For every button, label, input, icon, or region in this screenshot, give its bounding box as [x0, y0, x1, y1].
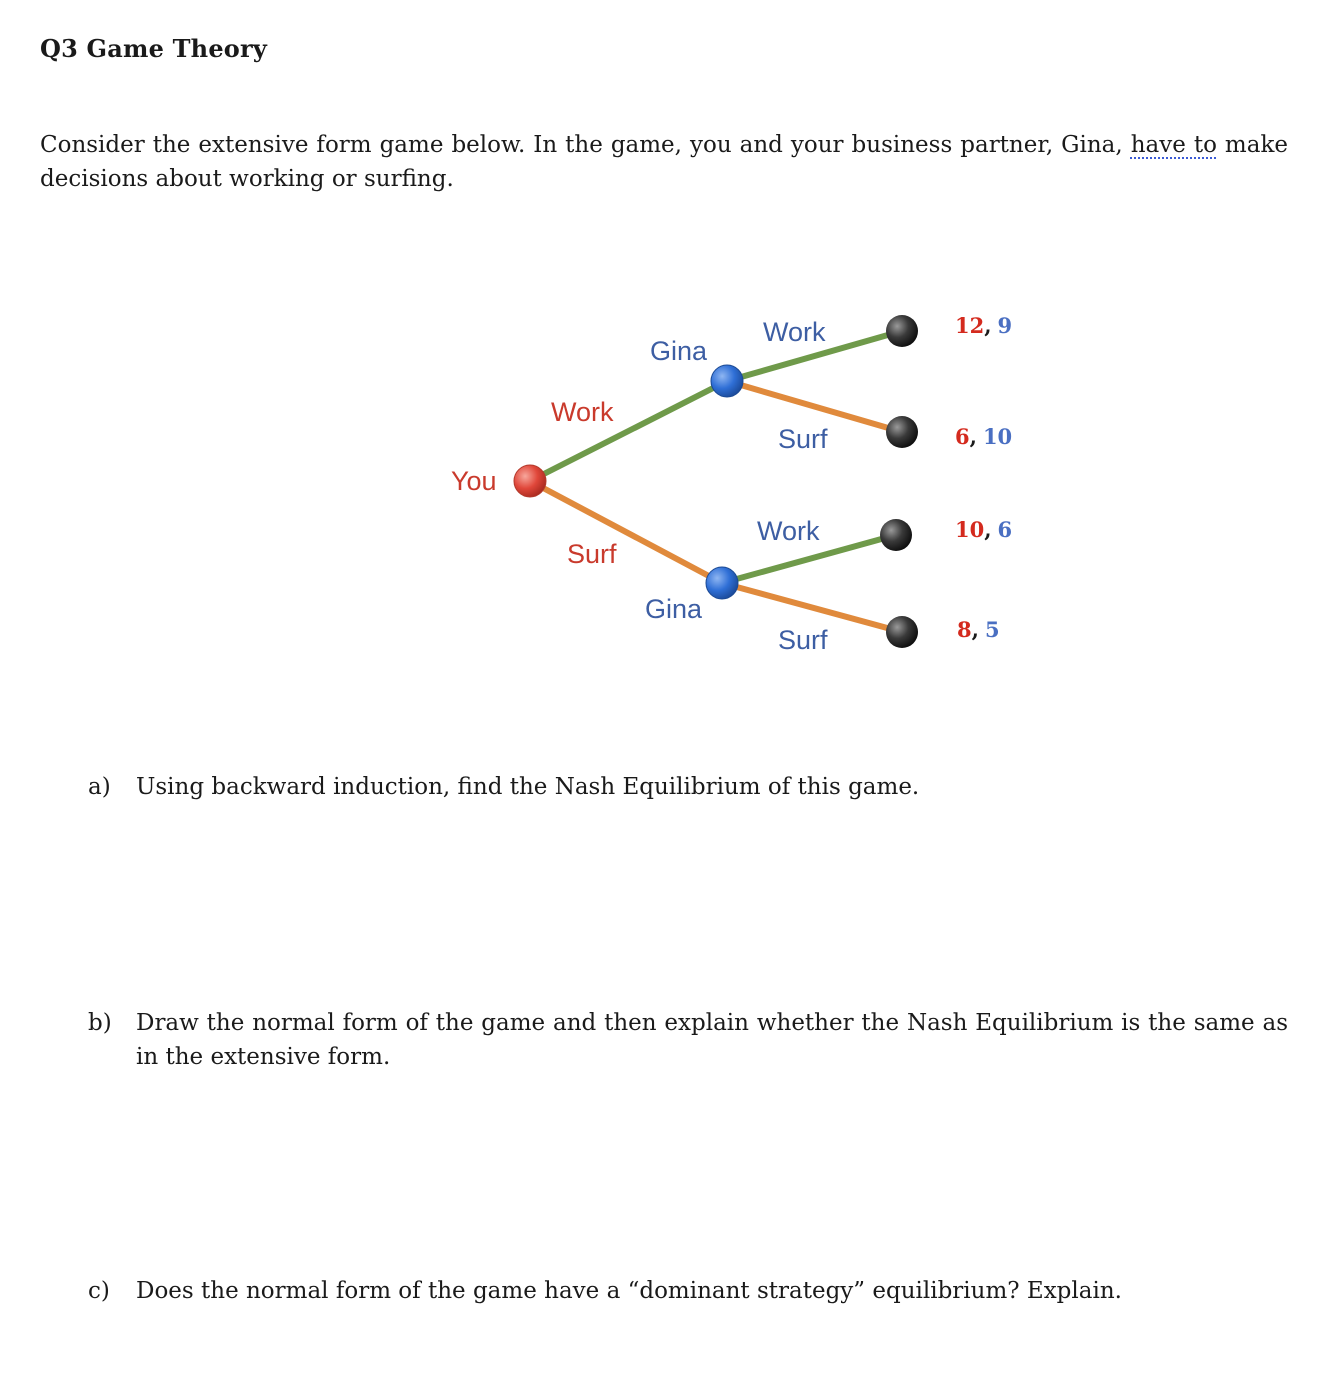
question-b: [88, 1006, 1288, 1074]
payoff-you-value: 6: [955, 424, 970, 449]
terminal-node-1: [886, 315, 918, 347]
payoff-you-value: 10: [955, 517, 985, 542]
question-letter: a): [88, 774, 111, 800]
payoff-separator: ,: [984, 313, 992, 338]
decision-node-gina-upper: [711, 365, 743, 397]
question-text: Draw the normal form of the game and then explain whether the Nash Equilibrium is the same as in the extensive form.: [136, 1010, 1288, 1070]
question-text: Does the normal form of the game have a “dominant strategy” equilibrium? Explain.: [136, 1278, 1122, 1304]
payoff-surf-work: [955, 517, 1012, 542]
root-node-you: [514, 465, 546, 497]
label-gina-upper-surf: Surf: [778, 424, 828, 454]
label-you-work: Work: [551, 397, 614, 427]
label-you-surf: Surf: [567, 539, 617, 569]
payoff-work-surf: [955, 424, 1012, 449]
decision-node-gina-lower: [706, 567, 738, 599]
payoff-surf-surf: [957, 617, 1000, 642]
payoff-gina-value: 6: [997, 517, 1013, 542]
payoff-gina-value: 10: [982, 424, 1013, 449]
label-player-you: You: [451, 466, 497, 496]
label-gina-lower-work: Work: [757, 516, 820, 546]
terminal-node-2: [886, 416, 918, 448]
payoff-work-work: [955, 313, 1012, 338]
terminal-node-4: [886, 616, 918, 648]
label-player-gina-lower: Gina: [645, 594, 703, 624]
payoff-gina-value: 9: [997, 313, 1013, 338]
label-gina-upper-work: Work: [763, 317, 826, 347]
branch-you-surf: [530, 481, 722, 583]
payoff-separator: ,: [971, 617, 979, 642]
question-letter: b): [88, 1010, 112, 1036]
question-text: Using backward induction, find the Nash Equilibrium of this game.: [136, 774, 920, 800]
payoff-gina-value: 5: [984, 617, 1000, 642]
payoff-separator: ,: [969, 424, 977, 449]
branch-you-work: [530, 381, 727, 481]
question-c: [88, 1274, 1288, 1308]
intro-text-end: make decisions about working or surfing.: [40, 132, 1289, 192]
question-a: [88, 770, 1288, 804]
terminal-node-3: [880, 519, 912, 551]
question-letter: c): [88, 1278, 110, 1304]
grammar-flagged-phrase[interactable]: have to: [1130, 132, 1217, 158]
payoff-you-value: 12: [955, 313, 985, 338]
intro-text-start: Consider the extensive form game below. In the game, you and your business partner, Gina,: [40, 132, 1131, 158]
payoff-separator: ,: [984, 517, 992, 542]
label-player-gina-upper: Gina: [650, 336, 708, 366]
payoff-you-value: 8: [957, 617, 972, 642]
page-heading: Q3 Game Theory: [40, 34, 268, 63]
label-gina-lower-surf: Surf: [778, 625, 828, 655]
